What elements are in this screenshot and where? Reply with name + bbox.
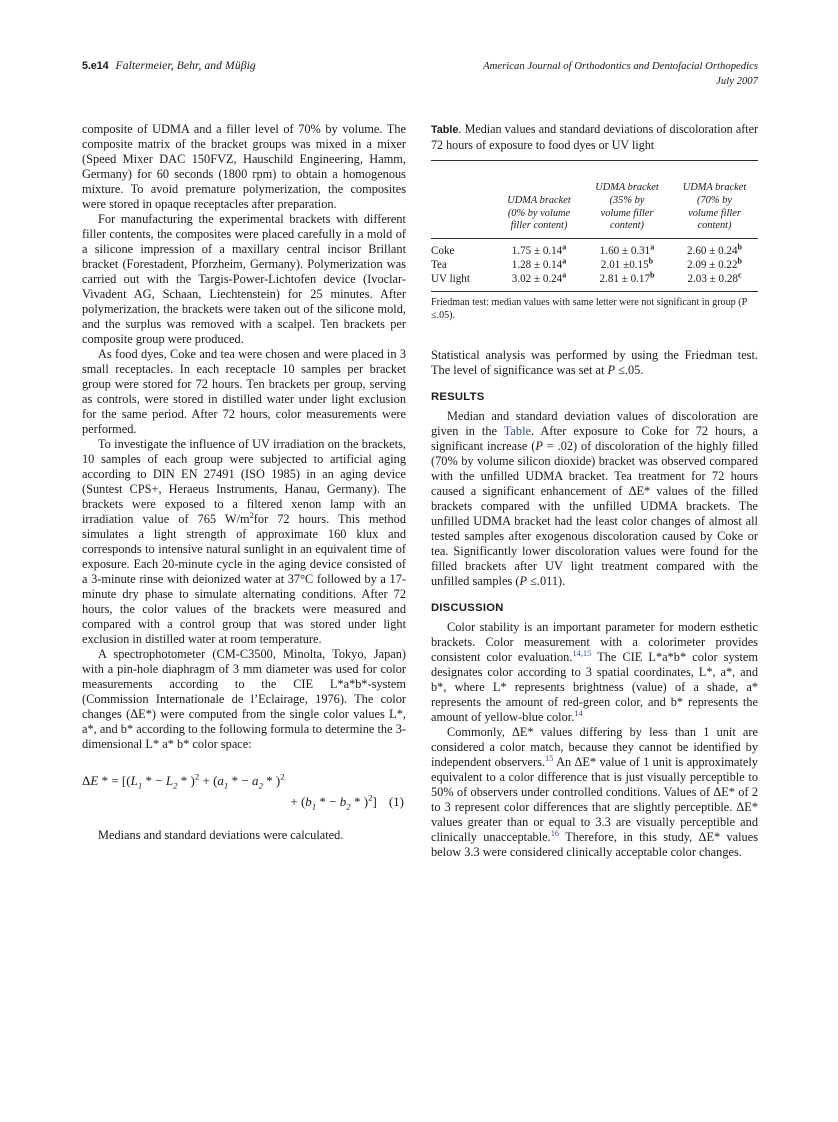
cell-tea-35pct [583, 258, 671, 272]
cell-value: 2.09 ± 0.22 [687, 258, 738, 271]
stats-p-symbol: P [607, 363, 616, 378]
paragraph-methods-6: Medians and standard deviations were calculated. [98, 828, 344, 842]
table-label: Table [431, 124, 459, 136]
col2-line2: (35% by [609, 195, 645, 206]
col3-line4: content) [697, 220, 732, 232]
cell-value: 2.03 ± 0.28 [687, 273, 738, 286]
running-head-right [483, 59, 758, 89]
paragraph-methods-1: composite of UDMA and a filler level of 70% by volume. The composite matrix of the bracket groups was mixed in a mixer (Speed Mixer DAC 150FVZ, Hauschild Engineering, Hamm, Germany) for 60 seconds (1800 rpm) to obtain a homogenous mixture. To avoid premature polymerization, the composites were stored in opaque receptacles after preparation. [82, 122, 406, 211]
table-cross-reference-link[interactable]: Table [503, 424, 531, 439]
paragraph-discussion-1 [431, 620, 758, 725]
left-column [82, 122, 406, 843]
table-row [431, 258, 758, 272]
equation-block [82, 770, 406, 812]
results-text-c: = .02) of discoloration of the highly filled (70% by volume silicon dioxide) bracket was observed compared with the unfilled UDMA bracket. Tea treatment for 72 hours caused a significant enhancement of ΔE* values of the filled brackets compared with the unfilled UDMA brackets. The unfilled UDMA bracket had the least color changes of almost all tested samples after exogenous discoloration caused by Coke or tea. Significantly lower discoloration values were found for the filled brackets after UV light treatment compared with the unfilled samples ( [431, 439, 758, 589]
cell-value: 1.60 ± 0.31 [599, 244, 651, 257]
col2-line3: volume filler [600, 207, 654, 219]
section-heading-results: RESULTS [431, 391, 485, 404]
equation-number: (1) [388, 794, 404, 809]
col3-line1: UDMA bracket [682, 182, 747, 194]
table-header-col3 [671, 161, 758, 238]
paragraph-methods-2: For manufacturing the experimental brackets with different filler contents, the composites were placed carefully in a mold of a silicone impression of a maxillary central incisor Brillant bracket (Forestadent, Pforzheim, Germany). Polymerization was carried out with the Targis-Power-Lichtofen device (Ivoclar-Vivadent AG, Schaan, Liechtenstein) for 25 minutes. After polymerization, the brackets were taken out of the silicone mold, and the surplus was removed with a scalpel. Ten brackets per composite group were produced. [82, 212, 406, 346]
row-label-tea: Tea [431, 258, 447, 271]
table-row [431, 239, 758, 258]
cell-uv-70pct [671, 272, 758, 291]
table-header-col2 [583, 161, 671, 238]
row-label-uv-light: UV light [431, 273, 470, 286]
cell-significance-tag: a [562, 270, 567, 280]
paragraph-statistics [431, 348, 758, 378]
table-header-blank [431, 161, 495, 238]
citation-ref-15[interactable]: 15 [545, 754, 554, 764]
results-p-symbol-1: P [535, 439, 543, 454]
citation-ref-16[interactable]: 16 [550, 829, 560, 839]
cell-uv-0pct [495, 272, 583, 291]
results-text-d: ≤.011). [527, 574, 566, 589]
cell-significance-tag: c [737, 270, 742, 280]
cell-tea-0pct [495, 258, 583, 272]
superscript-squared: 2 [249, 510, 254, 520]
cell-significance-tag: b [650, 270, 655, 280]
equation-line-2: + ($b_1$ * − $b_2 * )^2$] (1) [290, 792, 404, 812]
col3-line3: volume filler [688, 207, 741, 219]
row-label-coke: Coke [431, 244, 455, 257]
cell-tea-70pct [671, 258, 758, 272]
cell-significance-tag: a [562, 256, 567, 266]
table-row [431, 272, 758, 291]
col2-line1: UDMA bracket [595, 182, 659, 194]
cell-significance-tag: a [650, 242, 655, 252]
cell-value: 2.01 ±0.15 [600, 258, 649, 271]
cell-value: 2.60 ± 0.24 [687, 244, 738, 257]
page-folio: 5.e14 [82, 60, 109, 72]
cell-uv-35pct [583, 272, 671, 291]
equation-line-1: ΔE * = [($L_1$ * − $L_2 * )^2 + (a_1$ * − $a_2 * )^2$ [82, 771, 285, 791]
cell-coke-35pct [583, 239, 671, 258]
table-caption-text: . Median values and standard deviations of discoloration after 72 hours of exposure to food dyes or UV light [431, 122, 758, 152]
table-body [431, 239, 758, 292]
paragraph-methods-4 [82, 437, 406, 647]
paragraph-methods-4-text: To investigate the influence of UV irradiation on the brackets, 10 samples of each group were subjected to artificial aging according to DIN EN 27491 (ISO 1985) in an aging device (Suntest CPS+, Heraeus Instruments, Hanau, Germany). The brackets were exposed to a filtered xenon lamp with an irradiation value of 765 W/m [82, 437, 406, 526]
discussion2-text-c: Therefore, in this study, ΔE* values below 3.3 were considered clinically acceptable color changes. [431, 830, 758, 860]
paragraph-methods-5: A spectrophotometer (CM-C3500, Minolta, Tokyo, Japan) with a pin-hole diaphragm of 3 mm diameter was used for color measurements according to the CIE L*a*b*-system (Commission Internationale de l’Eclairage, 1976). The color changes (ΔE*) were computed from the single color values L*, a*, and b* according to the following formula to determine the 3-dimensional L* a* b* color space: [82, 647, 406, 751]
journal-title: American Journal of Orthodontics and Dentofacial Orthopedics [483, 60, 758, 72]
cell-coke-0pct [495, 239, 583, 258]
running-head-left [82, 59, 256, 72]
cell-coke-70pct [671, 239, 758, 258]
col1-line1: UDMA bracket [507, 195, 571, 206]
col1-line2: (0% by volume [507, 207, 571, 219]
section-heading-discussion: DISCUSSION [431, 602, 504, 615]
table-footnote: Friedman test: median values with same letter were not significant in group (P ≤.05). [431, 297, 747, 322]
results-text-a: Median and standard deviation values of discoloration are given in the [431, 409, 758, 439]
cell-value: 2.81 ± 0.17 [599, 273, 650, 286]
right-column [431, 122, 758, 860]
discussion-text-a: Color stability is an important parameter for modern esthetic brackets. Color measurement with a colorimeter provides consistent color evaluation. [431, 620, 758, 665]
cell-value: 1.28 ± 0.14 [511, 258, 563, 271]
citation-ref-14[interactable]: 14 [574, 709, 583, 719]
discussion-text-b: The CIE L*a*b* color system designates color according to 3 spatial coordinates, L*, a*, and b*, where L* represents brightness (value) of a shade, a* represents the amount of red-green color, and b* represents the amount of yellow-blue color. [431, 650, 758, 725]
col1-line3: filler content) [510, 220, 568, 232]
cell-value: 3.02 ± 0.24 [511, 273, 563, 286]
citation-ref-14-15[interactable]: 14,15 [572, 649, 592, 659]
stats-text-a: Statistical analysis was performed by using the Friedman test. The level of significance was set at [431, 348, 758, 378]
table-header-row [431, 161, 758, 238]
discussion2-text-b: An ΔE* value of 1 unit is approximately equivalent to a color difference that is just visually perceptible to 50% of observers under controlled conditions. Values of ΔE* of 2 to 3 represent color differences that are slightly perceptible. ΔE* values greater than or equal to 3.3 are visually perceptible and clinically unacceptable. [431, 755, 758, 845]
paragraph-results-1 [431, 409, 758, 589]
table-rule-bottom [431, 291, 758, 292]
results-text-b: . After exposure to Coke for 72 hours, a significant increase ( [431, 424, 759, 454]
cell-significance-tag: b [737, 242, 742, 252]
col2-line4: content) [609, 220, 645, 232]
cell-value: 1.75 ± 0.14 [511, 244, 563, 257]
discoloration-table [431, 161, 758, 238]
table-caption [431, 122, 758, 153]
running-head-authors: Faltermeier, Behr, and Müβig [115, 59, 256, 72]
cell-significance-tag: b [737, 256, 742, 266]
results-p-symbol-2: P [519, 574, 527, 589]
discoloration-table-body [431, 239, 758, 292]
table-header-col1 [495, 161, 583, 238]
col3-line2: (70% by [697, 195, 732, 206]
table-block [431, 122, 758, 322]
paragraph-discussion-2 [431, 725, 758, 860]
paragraph-methods-3: As food dyes, Coke and tea were chosen and were placed in 3 small receptacles. In each receptacle 10 samples per bracket group were stored for 72 hours. Ten brackets per group, serving as controls, were stored in distilled water under light exclusion for the same period. After 72 hours, color measurements were performed. [82, 347, 406, 436]
paragraph-methods-4-cont: for 72 hours. This method simulates a light strength of approximate 160 klux and corresponds to intensive natural sunlight in an equivalent time of exposure. Each 20-minute cycle in the aging device consisted of a 3-minute rinse with deionized water at 37°C followed by a 17-minute dry phase to simulate alternating conditions. After 72 hours, the color values of the brackets were measured and compared with a control group that was stored under light exclusion in distilled water at room temperature. [82, 512, 406, 646]
cell-significance-tag: b [648, 256, 654, 266]
issue-date: July 2007 [716, 75, 758, 87]
stats-text-c: ≤.05. [615, 363, 644, 378]
discussion2-text-a: Commonly, ΔE* values differing by less than 1 unit are considered a color match, because they cannot be identified by independent observers. [431, 725, 758, 770]
table-head [431, 161, 758, 238]
running-head [82, 59, 758, 93]
cell-significance-tag: a [562, 242, 567, 252]
